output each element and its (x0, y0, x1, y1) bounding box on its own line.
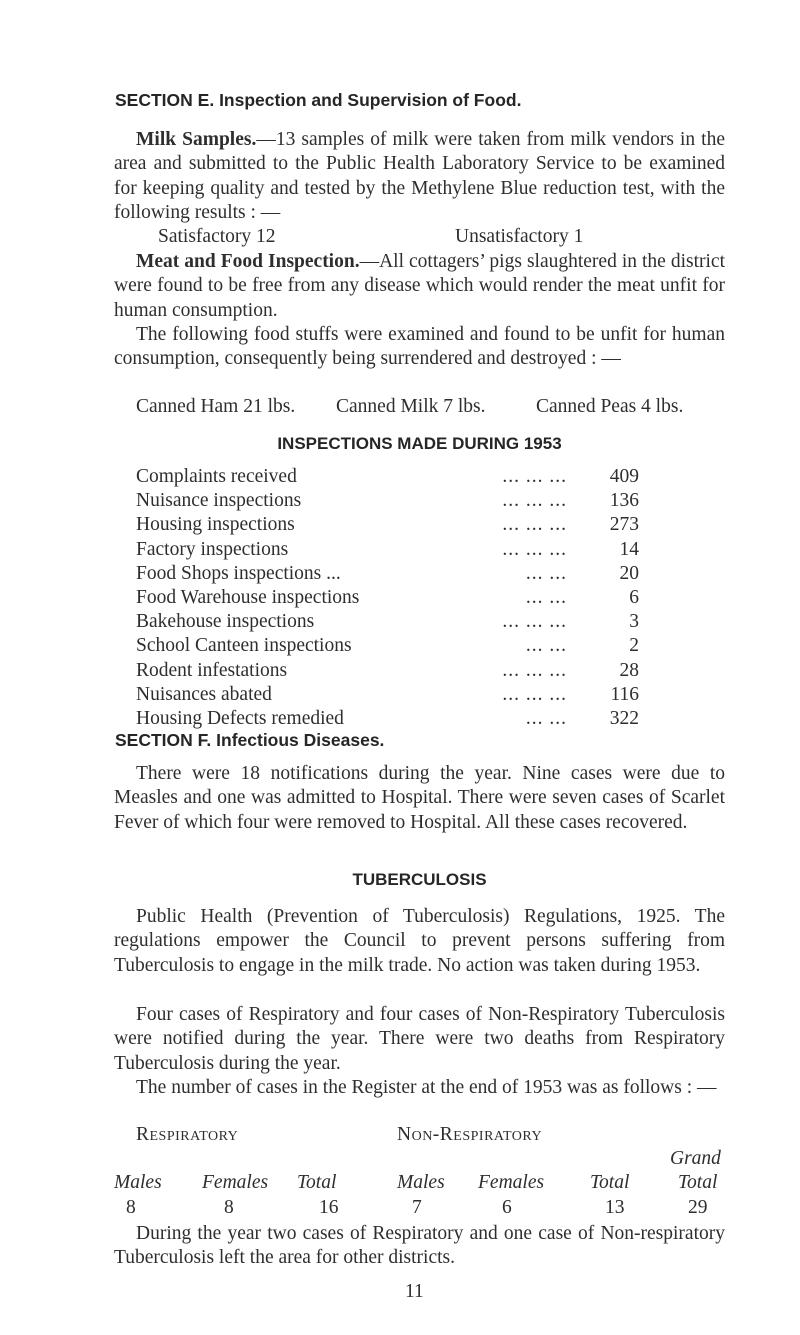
inspection-label: School Canteen inspections (136, 635, 352, 657)
inspection-leader-dots: ... ... (525, 562, 567, 584)
inspection-leader-dots: ... ... ... (502, 490, 567, 512)
tb-cases-paragraph (114, 1003, 725, 1076)
inspection-value: 273 (609, 514, 639, 536)
inspection-row (136, 611, 639, 635)
inspection-label: Factory inspections (136, 538, 289, 560)
tb-column-header: Total (297, 1172, 337, 1193)
tb-value: 29 (688, 1197, 708, 1218)
inspection-row (136, 635, 639, 659)
tb-value: 16 (319, 1197, 339, 1218)
tb-column-header: Females (478, 1172, 545, 1193)
section-e-label: SECTION E. (115, 90, 215, 110)
tb-column-header: Females (202, 1172, 269, 1193)
inspection-value: 409 (609, 466, 639, 487)
inspection-label: Bakehouse inspections (136, 611, 315, 633)
inspection-label: Food Shops inspections ... (136, 562, 341, 584)
tb-regulations-paragraph (114, 905, 725, 978)
canned-ham: Canned Ham 21 lbs. (136, 396, 296, 417)
inspection-label: Housing inspections (136, 514, 295, 536)
grand-header: Grand (670, 1148, 721, 1169)
inspection-row (136, 490, 639, 514)
inspection-leader-dots: ... ... ... (502, 538, 567, 560)
tb-value: 13 (605, 1197, 625, 1218)
inspection-label: Rodent infestations (136, 659, 288, 681)
meat-inspection-lead: Meat and Food Inspection. (136, 251, 360, 272)
tb-value: 6 (502, 1197, 512, 1218)
tb-cases-text: Four cases of Respiratory and four cases of Non-Respiratory Tuberculosis were notified during the year. There were two deaths from Respiratory Tuberculosis during the year. (114, 1004, 725, 1074)
inspections-title: INSPECTIONS MADE DURING 1953 (277, 434, 562, 453)
inspection-leader-dots: ... ... (525, 708, 567, 729)
inspection-label: Food Warehouse inspections (136, 587, 360, 608)
inspection-value: 116 (610, 683, 639, 705)
inspection-row (136, 466, 639, 490)
tb-column-header: Males (114, 1172, 162, 1193)
section-f-label: SECTION F. (115, 730, 212, 750)
section-f-title: Infectious Diseases. (216, 730, 385, 750)
inspection-value: 14 (619, 538, 639, 560)
tb-left-area-paragraph (114, 1222, 725, 1271)
canned-peas: Canned Peas 4 lbs. (536, 396, 684, 417)
milk-samples-lead: Milk Samples. (136, 129, 257, 150)
respiratory-header: Respiratory (136, 1124, 239, 1145)
inspection-label: Nuisances abated (136, 683, 272, 705)
inspection-row (136, 660, 639, 684)
milk-samples-text: —13 samples of milk were taken from milk vendors in the area and submitted to the Public Health Laboratory Service to be examined for keeping quality and tested by the Methylene Blue reduction test, with the following results : — (114, 129, 725, 224)
inspection-value: 6 (629, 587, 639, 608)
canned-milk: Canned Milk 7 lbs. (336, 396, 486, 417)
page-number: 11 (405, 1281, 424, 1302)
inspection-value: 3 (629, 611, 639, 633)
section-e-heading (115, 90, 521, 111)
inspection-row (136, 563, 639, 587)
inspection-value: 136 (609, 490, 639, 512)
unsatisfactory-count: Unsatisfactory 1 (455, 226, 584, 247)
inspection-value: 28 (619, 659, 639, 681)
inspection-row (136, 514, 639, 538)
meat-inspection-paragraph (114, 250, 725, 323)
tb-register-paragraph (114, 1076, 725, 1100)
inspection-label: Nuisance inspections (136, 490, 302, 512)
inspection-value: 2 (629, 635, 639, 657)
inspection-row (136, 587, 639, 611)
infectious-diseases-paragraph (114, 762, 725, 835)
tb-value: 7 (412, 1197, 422, 1218)
inspection-leader-dots: ... ... ... (502, 683, 567, 705)
tb-column-header: Total (590, 1172, 630, 1193)
tb-value: 8 (126, 1197, 136, 1218)
tuberculosis-title: TUBERCULOSIS (352, 870, 487, 889)
tb-register-text: The number of cases in the Register at the end of 1953 was as follows : — (136, 1077, 717, 1098)
inspection-leader-dots: ... ... (525, 635, 567, 657)
inspection-leader-dots: ... ... ... (502, 659, 567, 681)
meat-inspection-text: —All cottagers’ pigs slaughtered in the district were found to be free from any disease which would render the meat unfit for human consumption. (114, 251, 725, 321)
inspection-row (136, 684, 639, 708)
inspection-row (136, 708, 639, 732)
tb-left-area-text: During the year two cases of Respiratory and one case of Non-respiratory Tuberculosis left the area for other districts. (114, 1223, 725, 1269)
inspection-value: 20 (619, 562, 639, 584)
milk-samples-paragraph (114, 128, 725, 226)
section-e-title: Inspection and Supervision of Food. (219, 90, 522, 110)
inspection-label: Complaints received (136, 466, 297, 487)
tb-column-header: Total (678, 1172, 718, 1193)
inspection-leader-dots: ... ... ... (502, 466, 567, 487)
tb-column-header: Males (397, 1172, 445, 1193)
inspection-leader-dots: ... ... ... (502, 514, 567, 536)
inspection-label: Housing Defects remedied (136, 708, 344, 729)
food-stuffs-text: The following food stuffs were examined and found to be unfit for human consumption, consequently being surrendered and destroyed : — (114, 324, 725, 370)
tb-regulations-text: Public Health (Prevention of Tuberculosis) Regulations, 1925. The regulations empower the Council to prevent persons suffering from Tuberculosis to engage in the milk trade. No action was taken during 1953. (114, 906, 725, 976)
inspection-leader-dots: ... ... ... (502, 611, 567, 633)
satisfactory-count: Satisfactory 12 (158, 226, 276, 247)
inspection-value: 322 (609, 708, 639, 729)
section-f-heading (115, 730, 384, 751)
infectious-diseases-text: There were 18 notifications during the year. Nine cases were due to Measles and one was admitted to Hospital. There were seven cases of Scarlet Fever of which four were removed to Hospital. All these cases recovered. (114, 763, 725, 833)
inspection-row (136, 539, 639, 563)
tb-value: 8 (224, 1197, 234, 1218)
non-respiratory-header: Non-Respiratory (397, 1124, 543, 1145)
food-stuffs-paragraph (114, 323, 725, 372)
inspection-leader-dots: ... ... (525, 587, 567, 608)
